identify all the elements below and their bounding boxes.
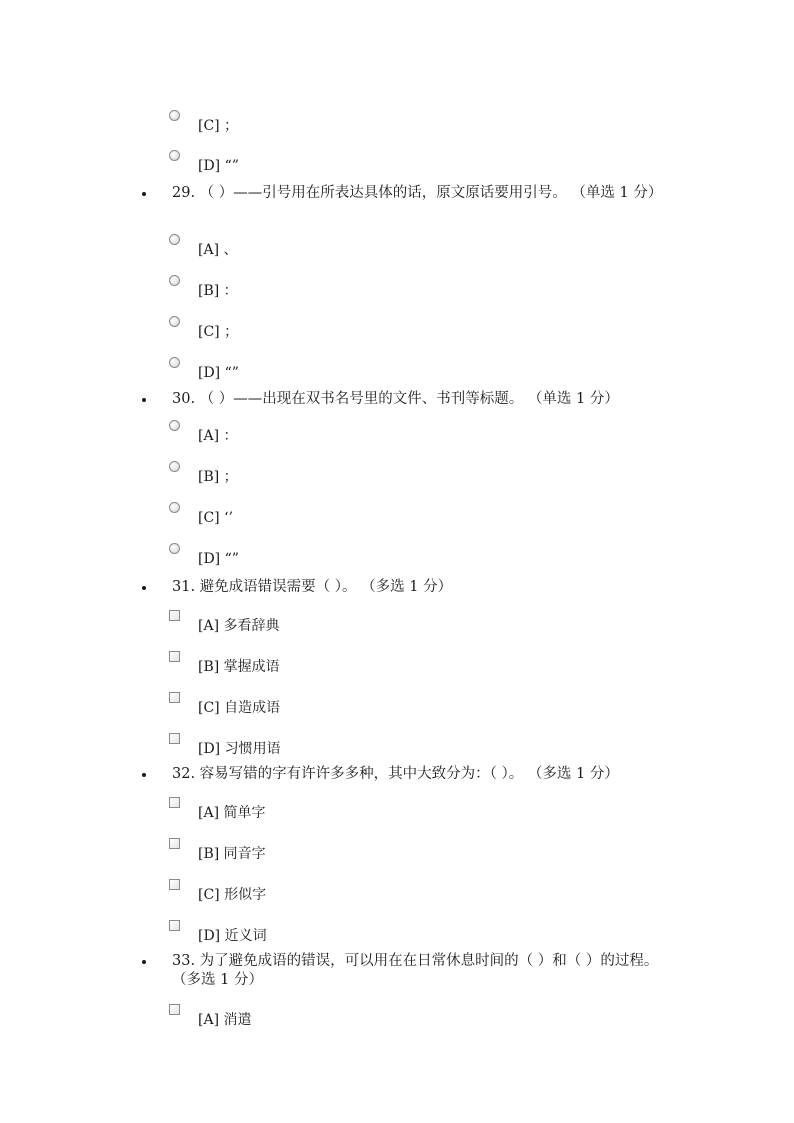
option-label: [D] “” [198,365,239,381]
option-row[interactable] [169,234,238,258]
option-label: [D] “” [198,158,239,174]
radio-button[interactable] [169,461,180,472]
option-label: [A] 消遣 [198,1012,252,1028]
option-row[interactable] [169,733,281,757]
checkbox[interactable] [169,610,180,621]
option-label: [A] 简单字 [198,805,266,821]
option-row[interactable] [169,651,280,675]
question-text: 32. 容易写错的字有许许多多种，其中大致分为：（ ）。 （多选 1 分） [172,766,619,782]
question-text: 29. （ ）——引号用在所表达具体的话，原文原话要用引号。 （单选 1 分） [172,185,663,201]
option-label: [D] 近义词 [198,928,267,944]
checkbox[interactable] [169,838,180,849]
option-label: [A] ： [198,428,238,444]
checkbox[interactable] [169,879,180,890]
option-label: [D] “” [198,551,239,567]
checkbox[interactable] [169,1004,180,1015]
option-row[interactable] [169,920,267,944]
question-text: 30. （ ）——出现在双书名号里的文件、书刊等标题。 （单选 1 分） [172,391,619,407]
option-label: [C] ‘’ [198,510,233,526]
radio-button[interactable] [169,110,180,121]
checkbox[interactable] [169,651,180,662]
option-row[interactable] [169,838,266,862]
option-label: [C] ； [198,324,239,340]
option-row[interactable] [169,316,238,340]
option-row[interactable] [169,797,266,821]
radio-button[interactable] [169,420,180,431]
option-label: [A] 、 [198,242,238,258]
option-row[interactable] [169,461,238,485]
bullet-icon [142,192,146,196]
option-row[interactable] [169,150,239,174]
option-row[interactable] [169,1004,252,1028]
option-label: [C] ； [198,118,239,134]
question-text: 31. 避免成语错误需要（ ）。 （多选 1 分） [172,579,453,595]
radio-button[interactable] [169,234,180,245]
option-row[interactable] [169,275,238,299]
option-label: [C] 自造成语 [198,700,281,716]
option-row[interactable] [169,610,280,634]
option-row[interactable] [169,420,238,444]
option-label: [C] 形似字 [198,887,267,903]
option-row[interactable] [169,502,233,526]
question-29 [146,184,686,203]
radio-button[interactable] [169,150,180,161]
option-row[interactable] [169,110,238,134]
checkbox[interactable] [169,733,180,744]
checkbox[interactable] [169,797,180,808]
bullet-icon [142,960,146,964]
radio-button[interactable] [169,275,180,286]
question-32 [146,765,686,784]
option-label: [D] 习惯用语 [198,741,281,757]
question-text: 33. 为了避免成语的错误，可以用在在日常休息时间的（ ）和（ ）的过程。 （多选 1 分） [172,953,659,988]
option-label: [B] ： [198,283,238,299]
bullet-icon [142,773,146,777]
radio-button[interactable] [169,316,180,327]
question-33 [146,952,686,990]
option-label: [B] ； [198,469,238,485]
bullet-icon [142,398,146,402]
option-row[interactable] [169,357,239,381]
checkbox[interactable] [169,692,180,703]
radio-button[interactable] [169,357,180,368]
option-label: [B] 掌握成语 [198,659,280,675]
question-30 [146,390,686,409]
option-label: [A] 多看辞典 [198,618,280,634]
option-row[interactable] [169,692,280,716]
checkbox[interactable] [169,920,180,931]
question-31 [146,578,686,597]
bullet-icon [142,586,146,590]
option-row[interactable] [169,543,239,567]
radio-button[interactable] [169,502,180,513]
option-label: [B] 同音字 [198,846,266,862]
radio-button[interactable] [169,543,180,554]
option-row[interactable] [169,879,266,903]
